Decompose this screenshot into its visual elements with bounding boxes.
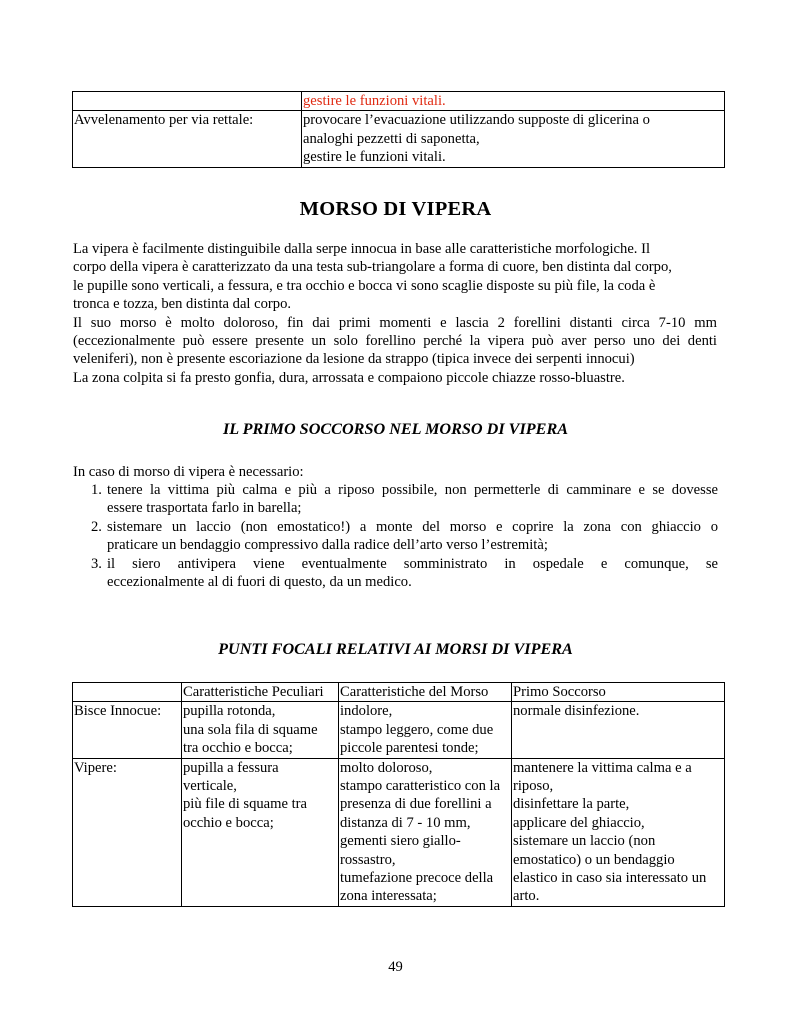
text-line: praticare un bendaggio compressivo dalla radice dell’arto verso l’estremità; <box>107 537 548 554</box>
text-line: (eccezionalmente può essere presente un solo forellino perché la vipera può aver perso uno dei denti <box>73 333 717 350</box>
table-cell <box>339 758 512 906</box>
list-number: 3. <box>91 555 102 572</box>
header-text: Primo Soccorso <box>513 684 606 700</box>
list-number: 1. <box>91 482 102 498</box>
section-title: IL PRIMO SOCCORSO NEL MORSO DI VIPERA <box>222 420 569 438</box>
vipera-table <box>72 682 725 907</box>
cell-text: distanza di 7 - 10 mm, <box>340 814 471 831</box>
text-line: tenere la vittima più calma e più a riposo possibile, non permetterle di camminare e se dovesse <box>107 482 718 498</box>
list-item <box>73 481 718 518</box>
table-row <box>73 758 725 906</box>
cell-text: verticale, <box>183 778 237 795</box>
table-cell <box>73 111 302 167</box>
cell-text: stampo caratteristico con la <box>340 778 501 795</box>
cell-text: Vipere: <box>74 759 117 776</box>
cell-text: gementi siero giallo- <box>340 833 461 850</box>
cell-text: applicare del ghiaccio, <box>513 814 645 831</box>
page-number: 49 <box>388 959 403 975</box>
cell-text: piccole parentesi tonde; <box>340 740 479 757</box>
table-cell <box>339 702 512 758</box>
section-title: PUNTI FOCALI RELATIVI AI MORSI DI VIPERA <box>218 640 573 658</box>
table-row <box>73 702 725 758</box>
cell-text: molto doloroso, <box>340 759 433 776</box>
cell-text: pupilla a fessura <box>183 759 279 776</box>
cell-text: indolore, <box>340 703 393 720</box>
table-cell <box>512 758 725 906</box>
table-header-cell <box>512 683 725 702</box>
cell-text: elastico in caso sia interessato un <box>513 870 707 887</box>
table-cell <box>302 111 725 167</box>
header-text: Caratteristiche del Morso <box>340 684 489 700</box>
cell-text: provocare l’evacuazione utilizzando supposte di glicerina o <box>303 112 650 129</box>
table-header-cell <box>182 683 339 702</box>
table-cell <box>182 758 339 906</box>
text-line: essere trasportata farlo in barella; <box>107 500 302 517</box>
cell-text: una sola fila di squame <box>183 721 318 738</box>
cell-text: più file di squame tra <box>183 796 308 813</box>
cell-text: stampo leggero, come due <box>340 721 494 738</box>
cell-text: emostatico) o un bendaggio <box>513 851 675 868</box>
table-header-cell <box>73 683 182 702</box>
cell-text: sistemare un laccio (non <box>513 833 656 850</box>
text-line: La vipera è facilmente distinguibile dalla serpe innocua in base alle caratteristiche morfologiche. Il <box>73 241 651 257</box>
cell-text: mantenere la vittima calma e a <box>513 759 692 776</box>
text-line: eccezionalmente al di fuori di questo, da un medico. <box>107 574 412 591</box>
numbered-list <box>73 481 718 591</box>
list-item <box>73 555 718 592</box>
cell-text: arto. <box>513 888 540 905</box>
table-header-cell <box>339 683 512 702</box>
section-title: MORSO DI VIPERA <box>299 198 492 220</box>
table-cell <box>73 702 182 758</box>
cell-text: analoghi pezzetti di saponetta, <box>303 130 480 147</box>
list-number: 2. <box>91 518 102 535</box>
cell-text: zona interessata; <box>340 888 437 905</box>
text-line: le pupille sono verticali, a fessura, e tra occhio e bocca vi sono scaglie disposte su più file, la coda è <box>73 277 656 294</box>
text-line: Il suo morso è molto doloroso, fin dai primi momenti e lascia 2 forellini distanti circa 7-10 mm <box>73 314 717 331</box>
cell-text: gestire le funzioni vitali. <box>303 149 446 166</box>
table-cell <box>182 702 339 758</box>
cell-text: normale disinfezione. <box>513 703 640 720</box>
cell-text: pupilla rotonda, <box>183 703 276 720</box>
table-cell <box>302 92 725 111</box>
cell-text: rossastro, <box>340 851 396 868</box>
table-cell <box>512 702 725 758</box>
text-line: sistemare un laccio (non emostatico!) a monte del morso e coprire la zona con ghiaccio o <box>107 518 718 535</box>
text-line: tronca e tozza, ben distinta dal corpo. <box>73 296 292 313</box>
top-table <box>72 91 725 168</box>
table-row <box>73 111 725 167</box>
text-line: La zona colpita si fa presto gonfia, dura, arrossata e compaiono piccole chiazze rosso-bluastre. <box>73 369 625 386</box>
cell-text: tra occhio e bocca; <box>183 740 293 757</box>
table-cell <box>73 92 302 111</box>
cell-text: occhio e bocca; <box>183 814 274 831</box>
cell-text: Bisce Innocue: <box>74 703 162 720</box>
table-header-row <box>73 683 725 702</box>
cell-text: riposo, <box>513 778 554 795</box>
text-line: il siero antivipera viene eventualmente somministrato in ospedale e comunque, se <box>107 555 718 572</box>
body-paragraph <box>73 240 717 387</box>
cell-text: tumefazione precoce della <box>340 870 494 887</box>
table-row <box>73 92 725 111</box>
cell-text: Avvelenamento per via rettale: <box>74 112 254 129</box>
cell-text: gestire le funzioni vitali. <box>303 93 446 109</box>
header-text: Caratteristiche Peculiari <box>183 684 324 700</box>
intro-text: In caso di morso di vipera è necessario: <box>73 464 304 480</box>
table-cell <box>73 758 182 906</box>
text-line: veleniferi), non è presente escoriazione da lesione da strappo (tipica invece dei serpenti innocui) <box>73 351 635 368</box>
text-line: corpo della vipera è caratterizzato da una testa sub-triangolare a forma di cuore, ben distinta dal corpo, <box>73 259 672 276</box>
list-item <box>73 518 718 555</box>
cell-text: presenza di due forellini a <box>340 796 492 813</box>
cell-text: disinfettare la parte, <box>513 796 630 813</box>
